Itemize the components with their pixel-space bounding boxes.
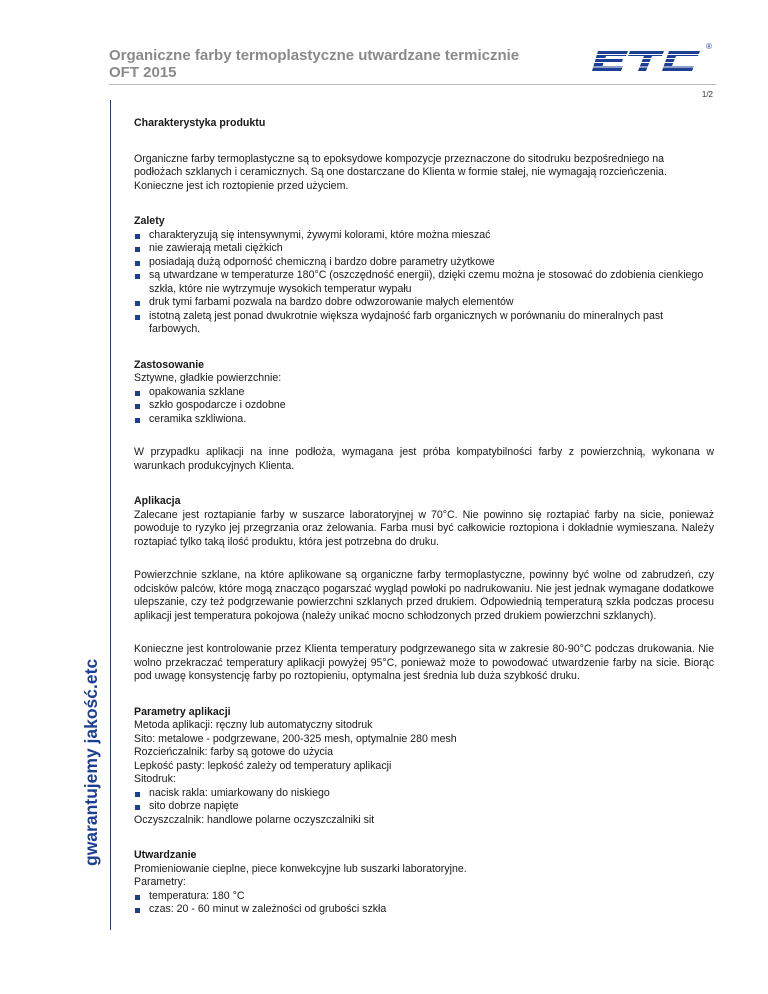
list-item: nacisk rakla: umiarkowany do niskiego: [134, 787, 714, 801]
section-heading: Parametry aplikacji: [134, 705, 231, 718]
section-parametry: [134, 706, 714, 828]
param-line: Lepkość pasty: lepkość zależy od temperatury aplikacji: [134, 759, 392, 772]
title-line-2: OFT 2015: [109, 64, 177, 81]
document-title: [109, 47, 519, 81]
list-item: są utwardzane w temperaturze 180°C (oszczędność energii), dzięki czemu można je stosować do zdobienia cienkiego szkła, które nie wytrzymuje wysokich temperatur wypału: [134, 269, 714, 296]
paragraph: Sztywne, gładkie powierzchnie:: [134, 372, 282, 384]
paragraph: Powierzchnie szklane, na które aplikowane są organiczne farby termoplastyczne, powinny być wolne od zabrudzeń, czy odcisków palców, które mogą znacząco pogarszać wygląd powłoki po nadrukowaniu. Nie jest jednak wymagane dodatkowe ulepszanie, czy też podgrzewanie powierzchni szklanych przed drukiem. Odpowiednią temperaturą szkła podczas procesu aplikacji jest temperatura pokojowa (należy unikać mocno schłodzonych przed drukiem powierzchni szklanych).: [134, 569, 714, 622]
section-heading: Utwardzanie: [134, 849, 197, 861]
param-line: Sitodruk:: [134, 773, 176, 785]
title-line-1: Organiczne farby termoplastyczne utwardzane termicznie: [109, 47, 520, 64]
list-item: ceramika szkliwiona.: [134, 413, 714, 427]
header-divider: [109, 84, 716, 85]
paragraph: Organiczne farby termoplastyczne są to epoksydowe kompozycje przeznaczone do sitodruku bezpośredniego na podłożach szklanych i ceramicznych. Są one dostarczane do Klienta w formie stałej, nie wymagają rozcieńczenia. Konieczne jest ich roztopienie przed użyciem.: [134, 152, 667, 192]
list-item: charakteryzują się intensywnymi, żywymi kolorami, które można mieszać: [134, 229, 714, 243]
list-item: sito dobrze napięte: [134, 800, 714, 814]
paragraph: Parametry:: [134, 876, 186, 888]
document-body: [134, 117, 714, 917]
list-item: posiadają dużą odporność chemiczną i bardzo dobre parametry użytkowe: [134, 256, 714, 270]
section-heading: Zalety: [134, 215, 165, 227]
side-rule: [110, 100, 111, 930]
list-item: istotną zaletą jest ponad dwukrotnie większa wydajność farb organicznych w porównaniu do mineralnych past farbowych.: [134, 310, 714, 337]
screenprint-list: [134, 787, 714, 814]
list-item: czas: 20 - 60 minut w zależności od grubości szkła: [134, 903, 714, 917]
list-item: temperatura: 180 °C: [134, 890, 714, 904]
param-line: Metoda aplikacji: ręczny lub automatyczny sitodruk: [134, 719, 373, 731]
section-heading: Charakterystyka produktu: [134, 117, 266, 129]
advantages-list: [134, 229, 714, 337]
param-line: Sito: metalowe - podgrzewane, 200-325 mesh, optymalnie 280 mesh: [134, 732, 457, 745]
applications-list: [134, 386, 714, 427]
section-zastosowanie: [134, 359, 714, 474]
page-number: 1/2: [701, 90, 713, 99]
paragraph: Konieczne jest kontrolowanie przez Klienta temperatury podgrzewanego sita w zakresie 80-90°C podczas drukowania. Nie wolno przekraczać temperatury aplikacji powyżej 95°C, ponieważ może to powodować utwardzenie farby na sicie. Biorąc pod uwagę konsystencję farby po roztopieniu, optymalna jest średnia lub duża szybkość druku.: [134, 643, 714, 682]
section-heading: Zastosowanie: [134, 358, 205, 371]
section-charakterystyka: [134, 117, 714, 193]
curing-list: [134, 890, 714, 917]
list-item: opakowania szklane: [134, 386, 714, 400]
param-line: Rozcieńczalnik: farby są gotowe do użycia: [134, 746, 334, 758]
registered-mark: ®: [706, 42, 712, 51]
paragraph: Promieniowanie cieplne, piece konwekcyjne lub suszarki laboratoryjne.: [134, 862, 467, 875]
list-item: druk tymi farbami pozwala na bardzo dobre odwzorowanie małych elementów: [134, 296, 714, 310]
list-item: nie zawierają metali ciężkich: [134, 242, 714, 256]
section-zalety: [134, 215, 714, 337]
section-heading: Aplikacja: [134, 495, 181, 507]
list-item: szkło gospodarcze i ozdobne: [134, 399, 714, 413]
section-aplikacja: [134, 495, 714, 684]
side-slogan: gwarantujemy jakość.etc: [81, 658, 101, 866]
paragraph: W przypadku aplikacji na inne podłoża, wymagana jest próba kompatybilności farby z powierzchnią, wykonana w warunkach produkcyjnych Klienta.: [134, 446, 714, 472]
param-line: Oczyszczalnik: handlowe polarne oczyszczalniki sit: [134, 813, 375, 826]
etc-logo: [592, 48, 702, 74]
section-utwardzanie: [134, 849, 714, 917]
paragraph: Zalecane jest roztapianie farby w suszarce laboratoryjnej w 70°C. Nie powinno się roztapiać farby na sicie, ponieważ powoduje to ryzyko jej przegrzania oraz żelowania. Farba musi być całkowicie roztopiona i dokładnie wymieszana. Należy roztapiać tylko taką ilość produktu, która jest potrzebna do druku.: [134, 508, 714, 548]
